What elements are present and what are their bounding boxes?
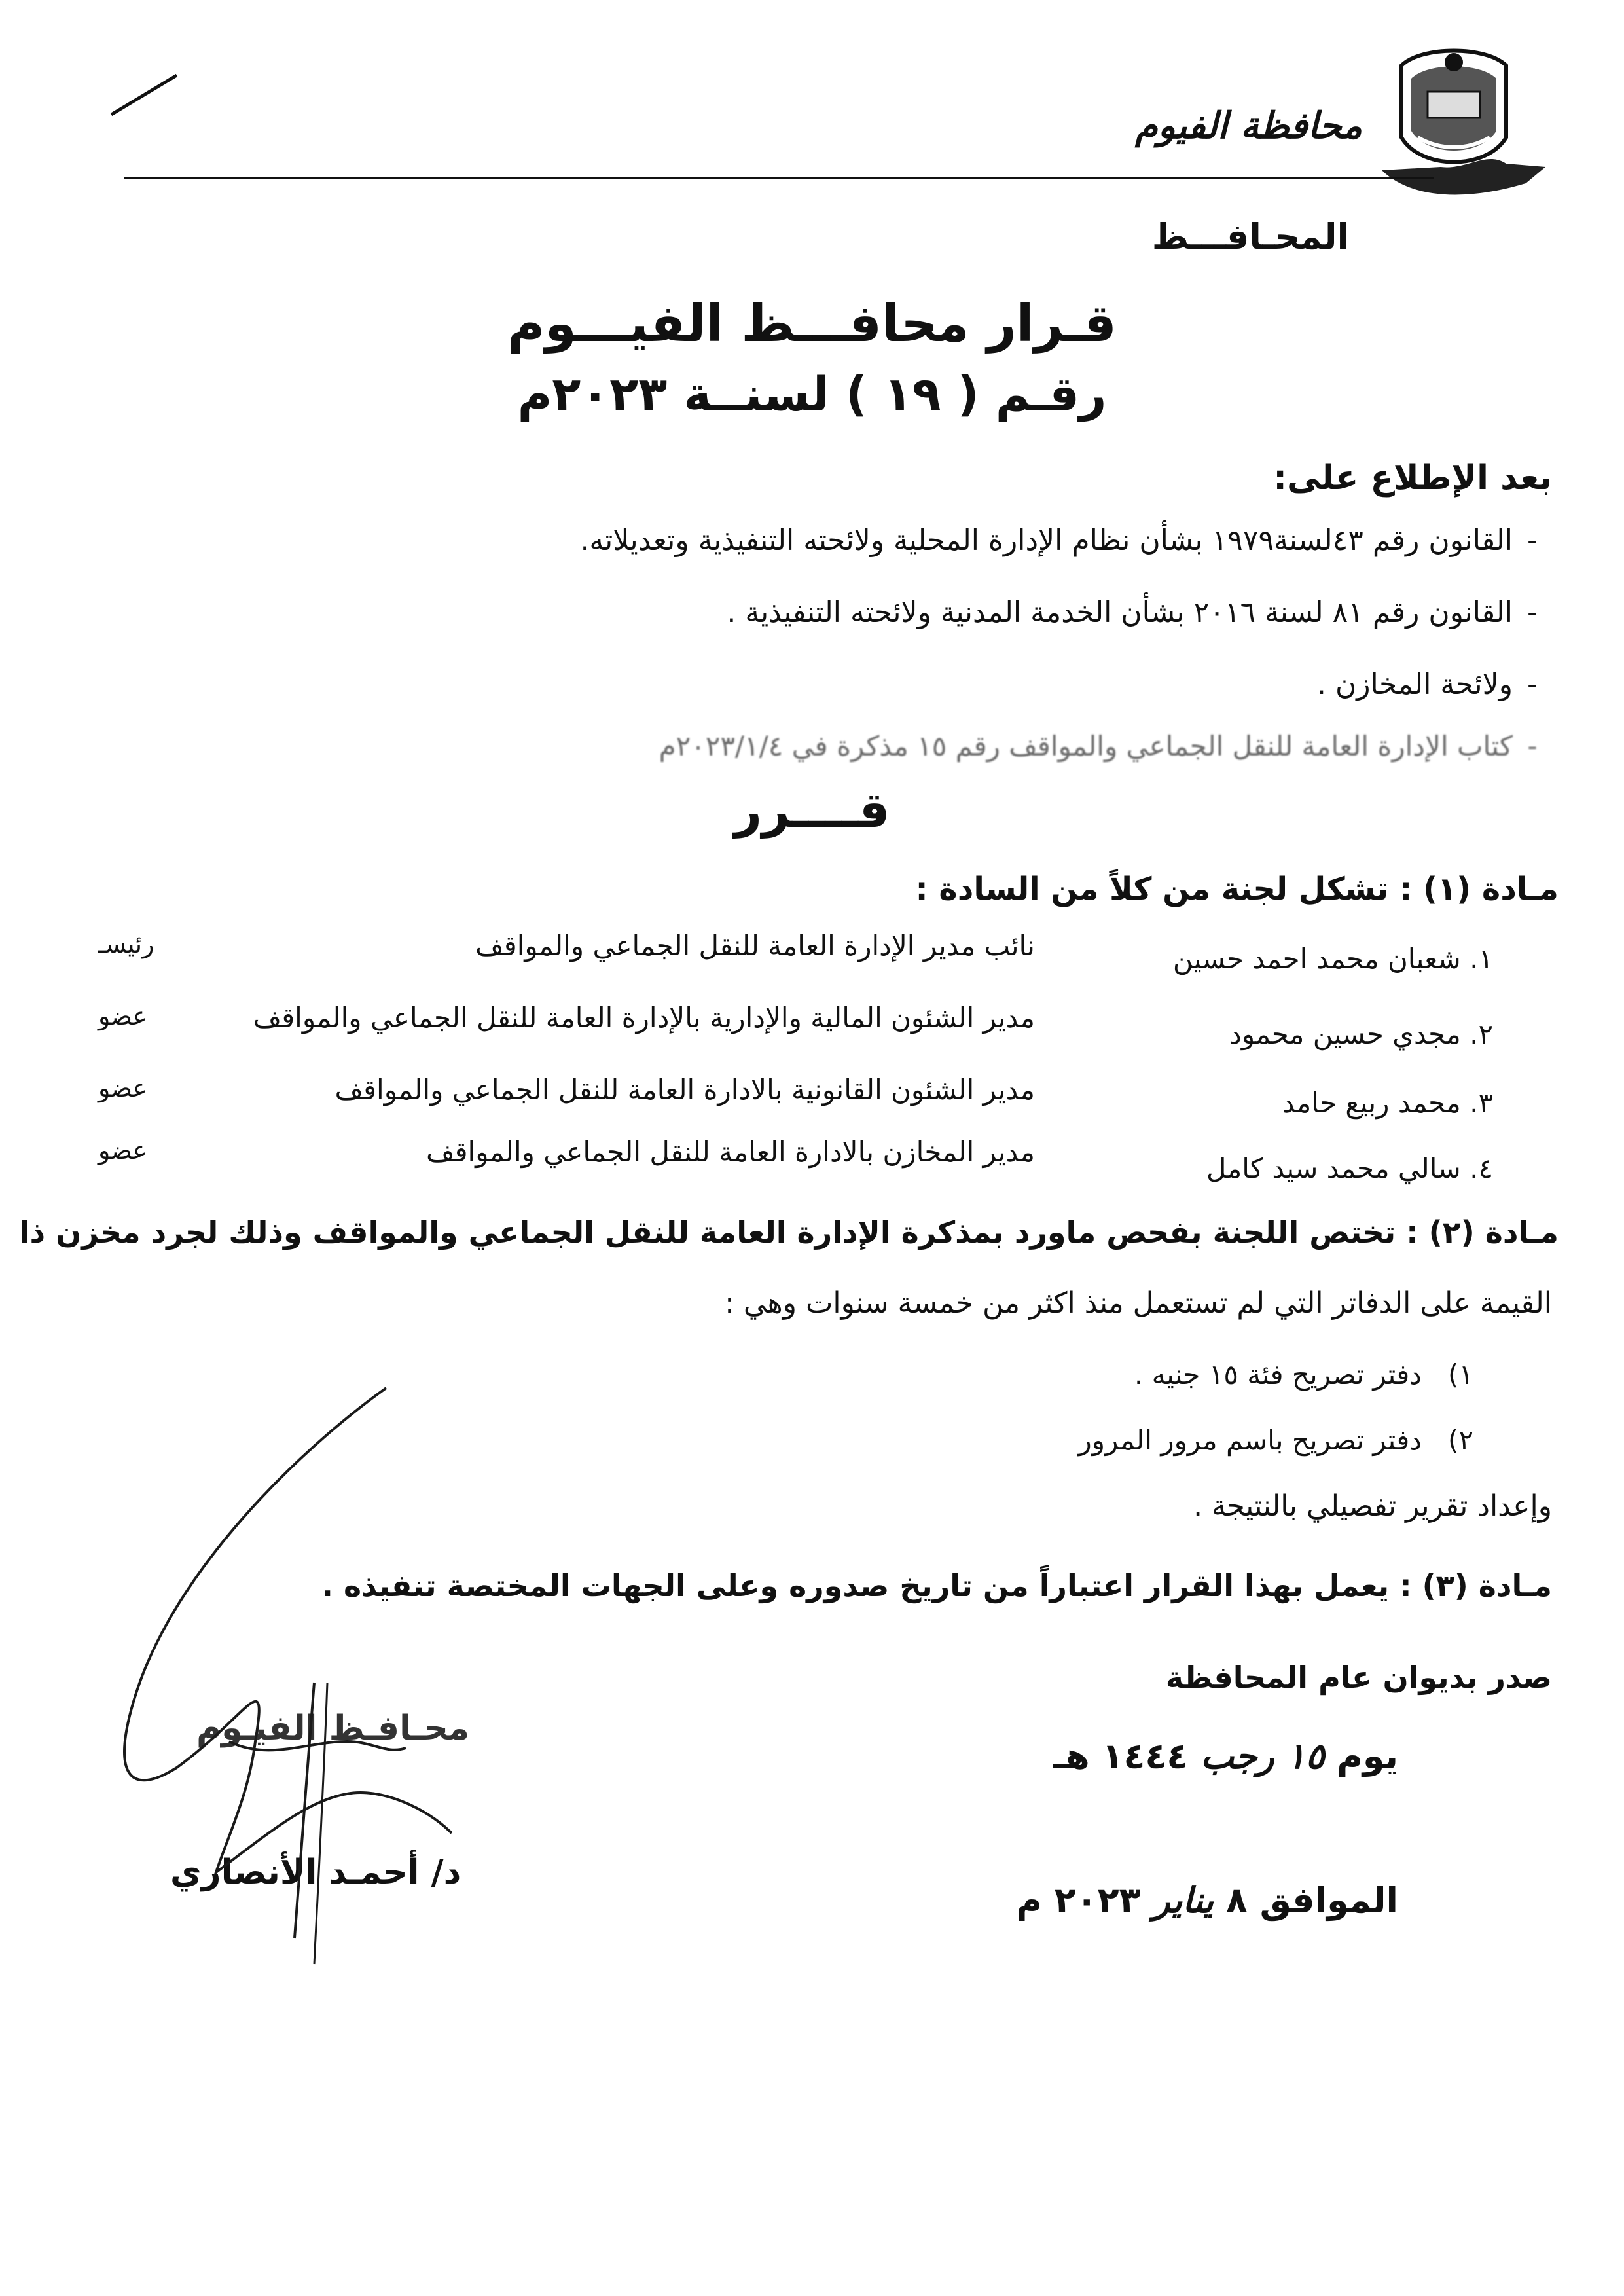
pen-mark: [108, 72, 180, 118]
handwritten-signature: [98, 1375, 556, 2030]
report-clause: وإعداد تقرير تفصيلي بالنتيجة .: [1193, 1489, 1552, 1523]
decree-number: رقـم ( ١٩ ) لسنــة ٢٠٢٣م: [517, 367, 1107, 422]
article-2-continuation: القيمة على الدفاتر التي لم تستعمل منذ اكثر من خمسة سنوات وهي :: [725, 1286, 1552, 1320]
member-role: عضو: [98, 1136, 148, 1165]
gregorian-date: الموافق ٨ يناير ٢٠٢٣ م: [1016, 1879, 1398, 1921]
preamble-item: -القانون رقم ٤٣لسنة١٩٧٩ بشأن نظام الإدارة المحلية ولائحته التنفيذية وتعديلاته.: [580, 524, 1538, 557]
header-divider: [124, 177, 1434, 179]
member-name: ٣. محمد ربيع حامد: [1282, 1087, 1493, 1119]
member-name: ١. شعبان محمد احمد حسين: [1172, 943, 1493, 975]
member-role: عضو: [98, 1002, 148, 1030]
signatory-title: محـافـظ الفيـوم: [196, 1709, 470, 1748]
article-1-heading: مـادة (١) : تشكل لجنة من كلاً من السادة :: [915, 871, 1559, 907]
article-3-text: مـادة (٣) : يعمل بهذا القرار اعتباراً من تاريخ صدوره وعلى الجهات المختصة تنفيذه .: [321, 1568, 1552, 1603]
member-role: عضو: [98, 1074, 148, 1102]
decision-heading: قــــرر: [734, 782, 890, 839]
book-item: ٢) دفتر تصريح باسم مرور المرور: [1078, 1424, 1473, 1456]
office-label: المحـافـــظ: [1151, 216, 1349, 257]
member-title: مدير المخازن بالادارة العامة للنقل الجماعي والمواقف: [425, 1136, 1035, 1168]
preamble-item: -ولائحة المخازن .: [1317, 668, 1538, 701]
issued-at: صدر بديوان عام المحافظة: [1165, 1660, 1552, 1695]
member-name: ٢. مجدي حسين محمود: [1229, 1018, 1493, 1050]
member-role: رئيسـ: [98, 930, 154, 958]
preamble-item: -كتاب الإدارة العامة للنقل الجماعي والمواقف رقم ١٥ مذكرة في ٢٠٢٣/١/٤م: [659, 730, 1538, 762]
governorate-name: محافظة الفيوم: [1135, 105, 1362, 147]
preamble-heading: بعد الإطلاع على:: [1273, 458, 1552, 498]
book-item: ١) دفتر تصريح فئة ١٥ جنيه .: [1134, 1358, 1473, 1391]
member-title: نائب مدير الإدارة العامة للنقل الجماعي والمواقف: [475, 930, 1035, 962]
member-title: مدير الشئون المالية والإدارية بالإدارة العامة للنقل الجماعي والمواقف: [253, 1002, 1035, 1034]
preamble-item: -القانون رقم ٨١ لسنة ٢٠١٦ بشأن الخدمة المدنية ولائحته التنفيذية .: [727, 596, 1538, 629]
article-2-text: مـادة (٢) : تختص اللجنة بفحص ماورد بمذكرة الإدارة العامة للنقل الجماعي والمواقف وذلك لجرد مخزن ذا: [19, 1214, 1559, 1250]
member-title: مدير الشئون القانونية بالادارة العامة للنقل الجماعي والمواقف: [334, 1074, 1035, 1106]
member-name: ٤. سالي محمد سيد كامل: [1206, 1152, 1493, 1184]
decree-title: قـرار محافـــظ الفيـــوم: [507, 295, 1117, 354]
hijri-date: يوم ١٥ رجب ١٤٤٤ هـ: [1053, 1735, 1398, 1777]
signatory-name: د/ أحمـد الأنصاري: [170, 1853, 461, 1892]
